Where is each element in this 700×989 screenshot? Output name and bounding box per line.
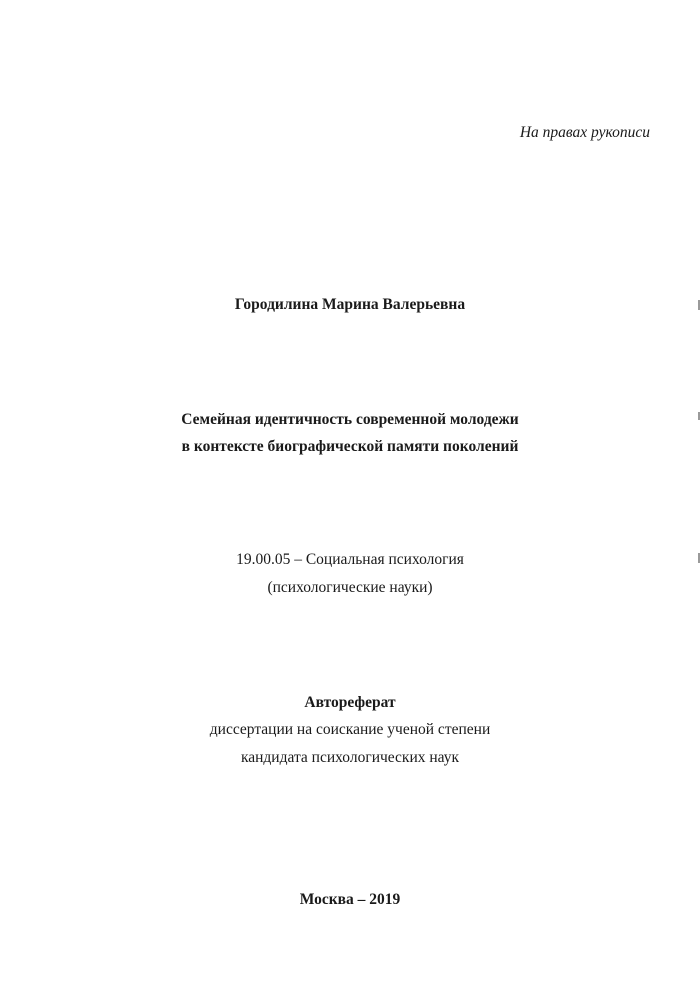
purpose-line: кандидата психологических наук xyxy=(240,749,460,766)
title-line: Семейная идентичность современной молодежи xyxy=(181,411,519,428)
specialty-field-line: (психологические науки) xyxy=(267,579,433,596)
title-line: в контексте биографической памяти поколений xyxy=(181,438,519,455)
manuscript-note: На правах рукописи xyxy=(519,124,650,141)
purpose-line: диссертации на соискание ученой степени xyxy=(209,721,491,738)
document-type: Автореферат xyxy=(304,694,396,711)
city-year: Москва – 2019 xyxy=(299,891,401,908)
specialty-code-line: 19.00.05 – Социальная психология xyxy=(236,551,464,568)
author-name: Городилина Марина Валерьевна xyxy=(234,296,466,313)
